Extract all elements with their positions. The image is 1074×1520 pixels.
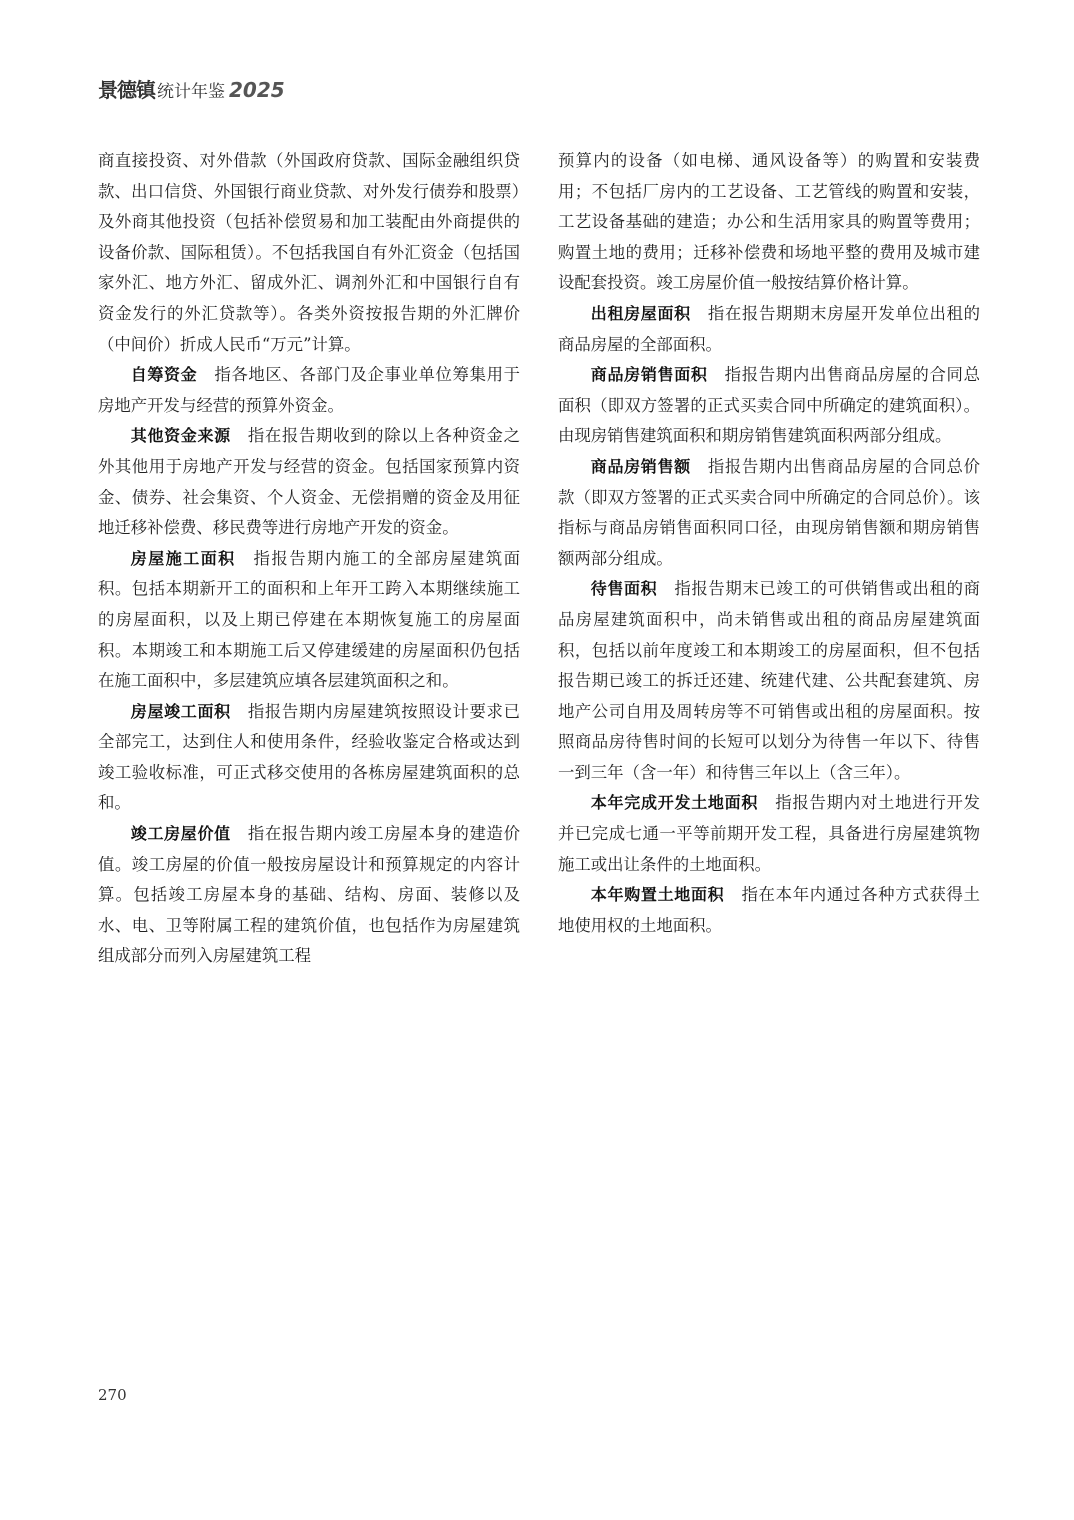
- definition-term: 待售面积: [590, 579, 658, 599]
- definition-text: 指报告期末已竣工的可供销售或出租的商品房屋建筑面积中，尚未销售或出租的商品房屋建筑面积，包括以前年度竣工和本期竣工的房屋面积，但不包括报告期已竣工的拆迁还建、统建代建、公共配套建筑、房地产公司自用及周转房等不可销售或出租的房屋面积。按照商品房待售时间的长短可以划分为待售一年以下、待售一到三年（含一年）和待售三年以上（含三年）。: [558, 579, 980, 782]
- definition-text: 指报告期内房屋建筑按照设计要求已全部完工，达到住人和使用条件，经验收鉴定合格或达到竣工验收标准，可正式移交使用的各栋房屋建筑面积的总和。: [98, 701, 520, 813]
- header-city: 景德镇: [98, 78, 155, 102]
- definition-term: 房屋施工面积: [130, 548, 236, 568]
- definition-term: 商品房销售面积: [590, 365, 708, 385]
- definition-term: 其他资金来源: [130, 426, 231, 446]
- definition-term: 本年完成开发土地面积: [590, 793, 759, 813]
- continued-paragraph: 商直接投资、对外借款（外国政府贷款、国际金融组织贷款、出口信贷、外国银行商业贷款、对外发行债券和股票）及外商其他投资（包括补偿贸易和加工装配由外商提供的设备价款、国际租赁）。不包括我国自有外汇资金（包括国家外汇、地方外汇、留成外汇、调剂外汇和中国银行自有资金发行的外汇贷款等）。各类外资按报告期的外汇牌价（中间价）折成人民币“万元”计算。: [98, 151, 520, 354]
- definition-text: 指报告期内出售商品房屋的合同总价款（即双方签署的正式买卖合同中所确定的合同总价）。该指标与商品房销售面积同口径，由现房销售额和期房销售额两部分组成。: [558, 456, 980, 568]
- running-header: [98, 74, 285, 104]
- definition-paragraph: [98, 421, 520, 543]
- definition-text: 指报告期内对土地进行开发并已完成七通一平等前期开发工程，具备进行房屋建筑物施工或出让条件的土地面积。: [558, 793, 980, 874]
- definition-paragraph: [98, 697, 520, 819]
- definition-paragraph: [98, 819, 520, 972]
- definition-paragraph: [558, 299, 980, 360]
- definition-term: 本年购置土地面积: [590, 885, 725, 905]
- definition-paragraph: [558, 360, 980, 452]
- definition-term: 自筹资金: [130, 365, 198, 385]
- definition-term: 商品房销售额: [590, 456, 691, 476]
- left-column: [98, 146, 520, 972]
- definition-paragraph: [558, 574, 980, 788]
- definition-text: 指在报告期收到的除以上各种资金之外其他用于房地产开发与经营的资金。包括国家预算内资金、债券、社会集资、个人资金、无偿捐赠的资金及用征地迁移补偿费、移民费等进行房地产开发的资金。: [98, 426, 520, 538]
- definition-text: 指报告期内出售商品房屋的合同总面积（即双方签署的正式买卖合同中所确定的建筑面积）。由现房销售建筑面积和期房销售建筑面积两部分组成。: [558, 365, 980, 446]
- page-number: 270: [98, 1386, 127, 1404]
- continued-paragraph: 预算内的设备（如电梯、通风设备等）的购置和安装费用；不包括厂房内的工艺设备、工艺管线的购置和安装，工艺设备基础的建造；办公和生活用家具的购置等费用；购置土地的费用；迁移补偿费和场地平整的费用及城市建设配套投资。竣工房屋价值一般按结算价格计算。: [558, 151, 980, 293]
- definition-text: 指在本年内通过各种方式获得土地使用权的土地面积。: [558, 885, 980, 935]
- definition-paragraph: [558, 880, 980, 941]
- right-column: [558, 146, 980, 941]
- definition-text: 指报告期内施工的全部房屋建筑面积。包括本期新开工的面积和上年开工跨入本期继续施工的房屋面积，以及上期已停建在本期恢复施工的房屋面积。本期竣工和本期施工后又停建缓建的房屋面积仍包括在施工面积中，多层建筑应填各层建筑面积之和。: [98, 548, 520, 691]
- definition-paragraph: [98, 360, 520, 421]
- definition-term: 竣工房屋价值: [130, 824, 231, 844]
- header-year: 2025: [229, 78, 285, 102]
- definition-paragraph: [558, 452, 980, 574]
- header-book-title: 统计年鉴: [157, 82, 225, 102]
- definition-paragraph: [558, 788, 980, 880]
- definition-text: 指在报告期内竣工房屋本身的建造价值。竣工房屋的价值一般按房屋设计和预算规定的内容计算。包括竣工房屋本身的基础、结构、房面、装修以及水、电、卫等附属工程的建筑价值，也包括作为房屋建筑组成部分而列入房屋建筑工程: [98, 824, 520, 966]
- definition-paragraph: [98, 544, 520, 697]
- definition-text: 指各地区、各部门及企事业单位筹集用于房地产开发与经营的预算外资金。: [98, 365, 520, 415]
- definition-term: 房屋竣工面积: [130, 701, 231, 721]
- definition-term: 出租房屋面积: [590, 303, 691, 323]
- definition-text: 指在报告期期末房屋开发单位出租的商品房屋的全部面积。: [558, 303, 980, 354]
